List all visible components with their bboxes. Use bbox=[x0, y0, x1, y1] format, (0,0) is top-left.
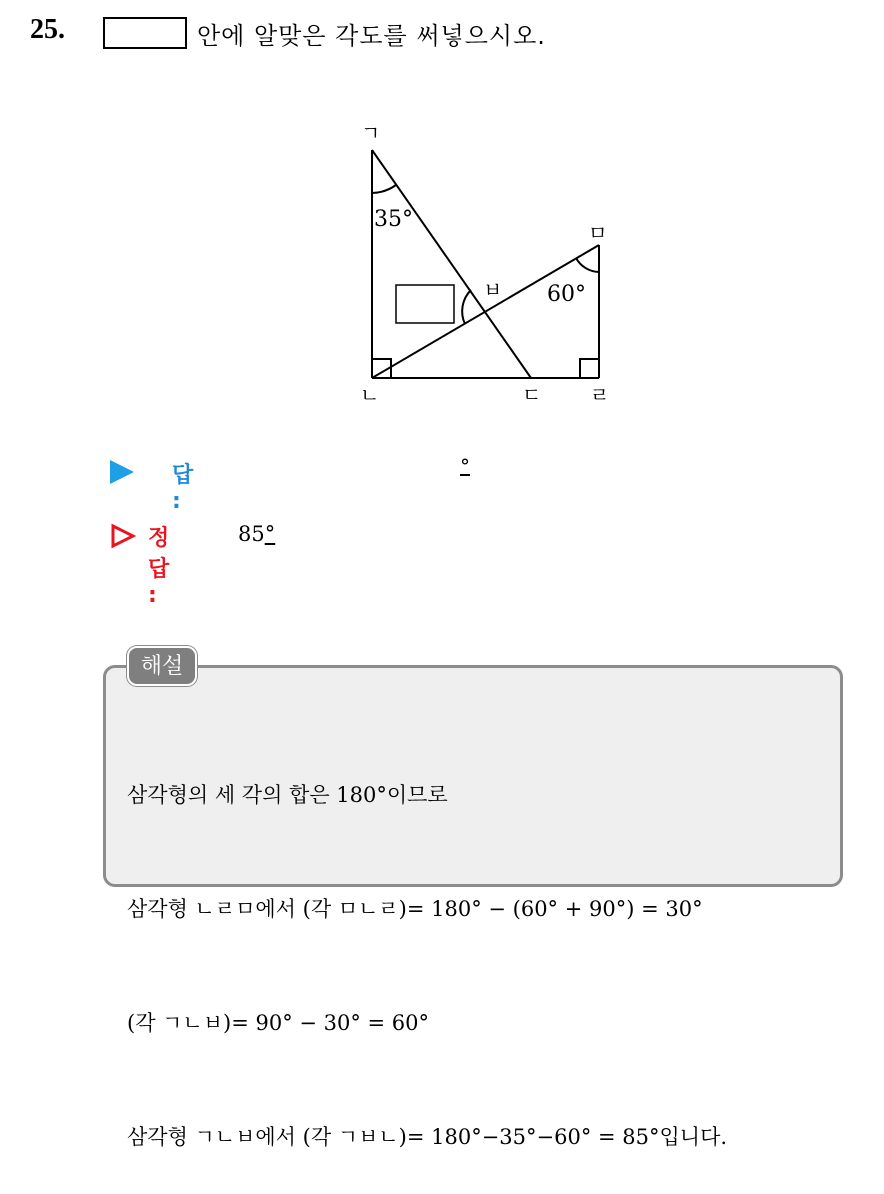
explanation-line: (각 ㄱㄴㅂ)= 90° − 30° = 60° bbox=[127, 1011, 430, 1035]
angle-arc-giyeok bbox=[372, 185, 396, 193]
correct-answer-unit: ° bbox=[264, 522, 276, 546]
angle-arc-bieup bbox=[462, 290, 471, 324]
vertex-label-nieun: ㄴ bbox=[360, 383, 380, 407]
vertex-label-rieul: ㄹ bbox=[590, 383, 610, 407]
answer-label: 답 : bbox=[172, 463, 194, 514]
figure-blank-box bbox=[396, 285, 454, 323]
explanation-line: 삼각형의 세 각의 합은 180°이므로 bbox=[127, 783, 448, 807]
vertex-label-bieup: ㅂ bbox=[483, 278, 503, 302]
explanation-text bbox=[127, 700, 727, 1194]
vertex-label-digeut: ㄷ bbox=[522, 383, 542, 407]
triangle-figure bbox=[0, 0, 884, 450]
question-number: 25. bbox=[30, 14, 65, 45]
play-triangle-icon bbox=[110, 460, 134, 484]
answer-unit: ° bbox=[460, 454, 470, 478]
segment-nieun-mieum bbox=[372, 245, 599, 378]
explanation-line: 삼각형 ㄱㄴㅂ에서 (각 ㄱㅂㄴ)= 180°−35°−60° = 85°입니다. bbox=[127, 1125, 728, 1149]
correct-answer-number: 85 bbox=[238, 522, 265, 546]
angle-arc-mieum bbox=[576, 258, 599, 272]
segment-giyeok-digeut bbox=[372, 150, 531, 378]
explanation-tag: 해설 bbox=[127, 646, 197, 686]
explanation-line: 삼각형 ㄴㄹㅁ에서 (각 ㅁㄴㄹ)= 180° − (60° + 90°) = 30° bbox=[127, 897, 703, 921]
vertex-label-mieum: ㅁ bbox=[588, 221, 608, 245]
correct-answer-label: 정답 : bbox=[148, 526, 170, 608]
angle-label-60: 60° bbox=[547, 282, 586, 307]
question-text: 안에 알맞은 각도를 써넣으시오. bbox=[197, 22, 546, 50]
outline-triangle-icon bbox=[110, 523, 136, 549]
angle-label-35: 35° bbox=[374, 207, 413, 232]
right-angle-mark-rieul bbox=[580, 359, 599, 378]
correct-answer-value bbox=[238, 522, 275, 546]
vertex-label-giyeok: ㄱ bbox=[361, 121, 381, 145]
